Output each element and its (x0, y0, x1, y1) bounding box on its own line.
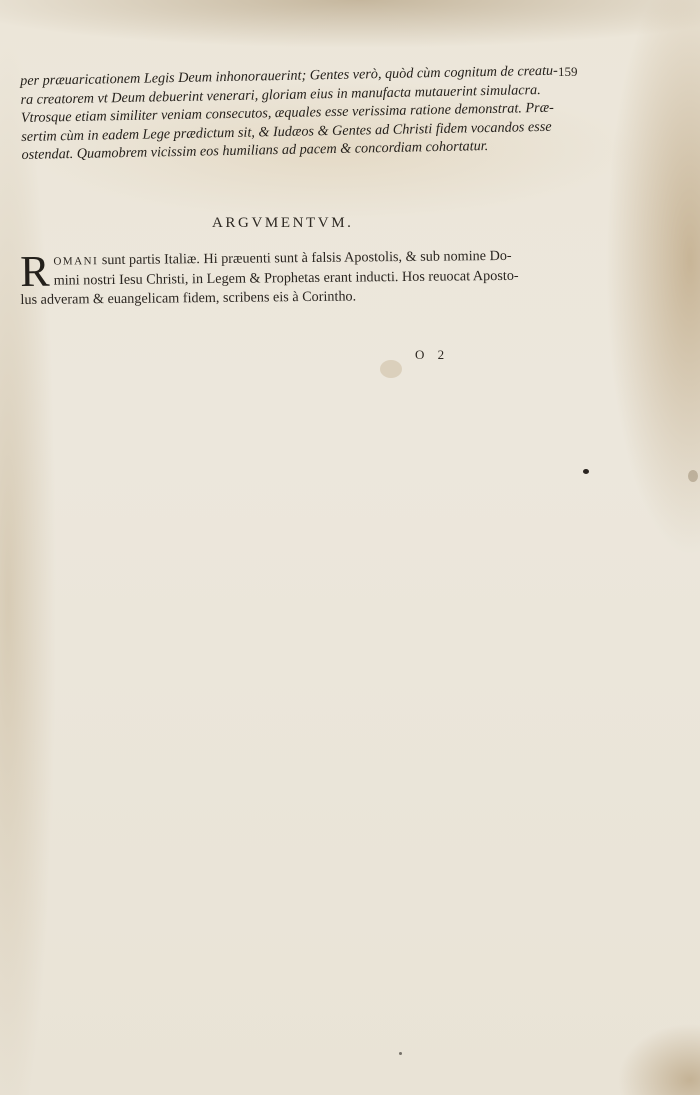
summary-line: per præuaricationem Legis Deum inhonorauerint; Gentes verò, quòd cùm cognitum de creatu- (20, 62, 558, 89)
paper-stain (688, 470, 698, 482)
ink-speck (399, 1052, 402, 1055)
drop-cap: R (19, 246, 50, 296)
argument-first-word: OMANI (53, 255, 99, 268)
summary-paragraph (20, 61, 574, 165)
paper-stain (380, 360, 402, 378)
signature-mark: O 2 (415, 347, 450, 362)
summary-line: ostendat. Quamobrem vicissim eos humilians ad pacem & concordiam cohortatur. (21, 138, 489, 164)
summary-line: ra creatorem vt Deum debuerint venerari, gloriam eius in manufacta mutauerint simulacra. (20, 81, 541, 108)
argument-heading: ARGVMENTVM. (212, 215, 354, 231)
page-number: 159 (558, 64, 578, 79)
summary-line: Vtrosque etiam similiter veniam consecutos, æquales esse verissima ratione demonstrat. Præ- (20, 99, 554, 127)
argument-line: mini nostri Iesu Christi, in Legem & Prophetas erant inducti. Hos reuocat Aposto- (53, 267, 519, 289)
argument-first-line-text: sunt partis Italiæ. Hi præuenti sunt à falsis Apostolis, & sub nomine Do- (98, 247, 512, 269)
summary-line: sertim cùm in eadem Lege prædictum sit, & Iudæos & Gentes ad Christi fidem vocandos esse (21, 118, 552, 145)
argument-line: lus adveram & euangelicam fidem, scribens eis à Corintho. (20, 288, 357, 308)
argument-paragraph (20, 246, 571, 310)
ink-speck (583, 469, 589, 474)
